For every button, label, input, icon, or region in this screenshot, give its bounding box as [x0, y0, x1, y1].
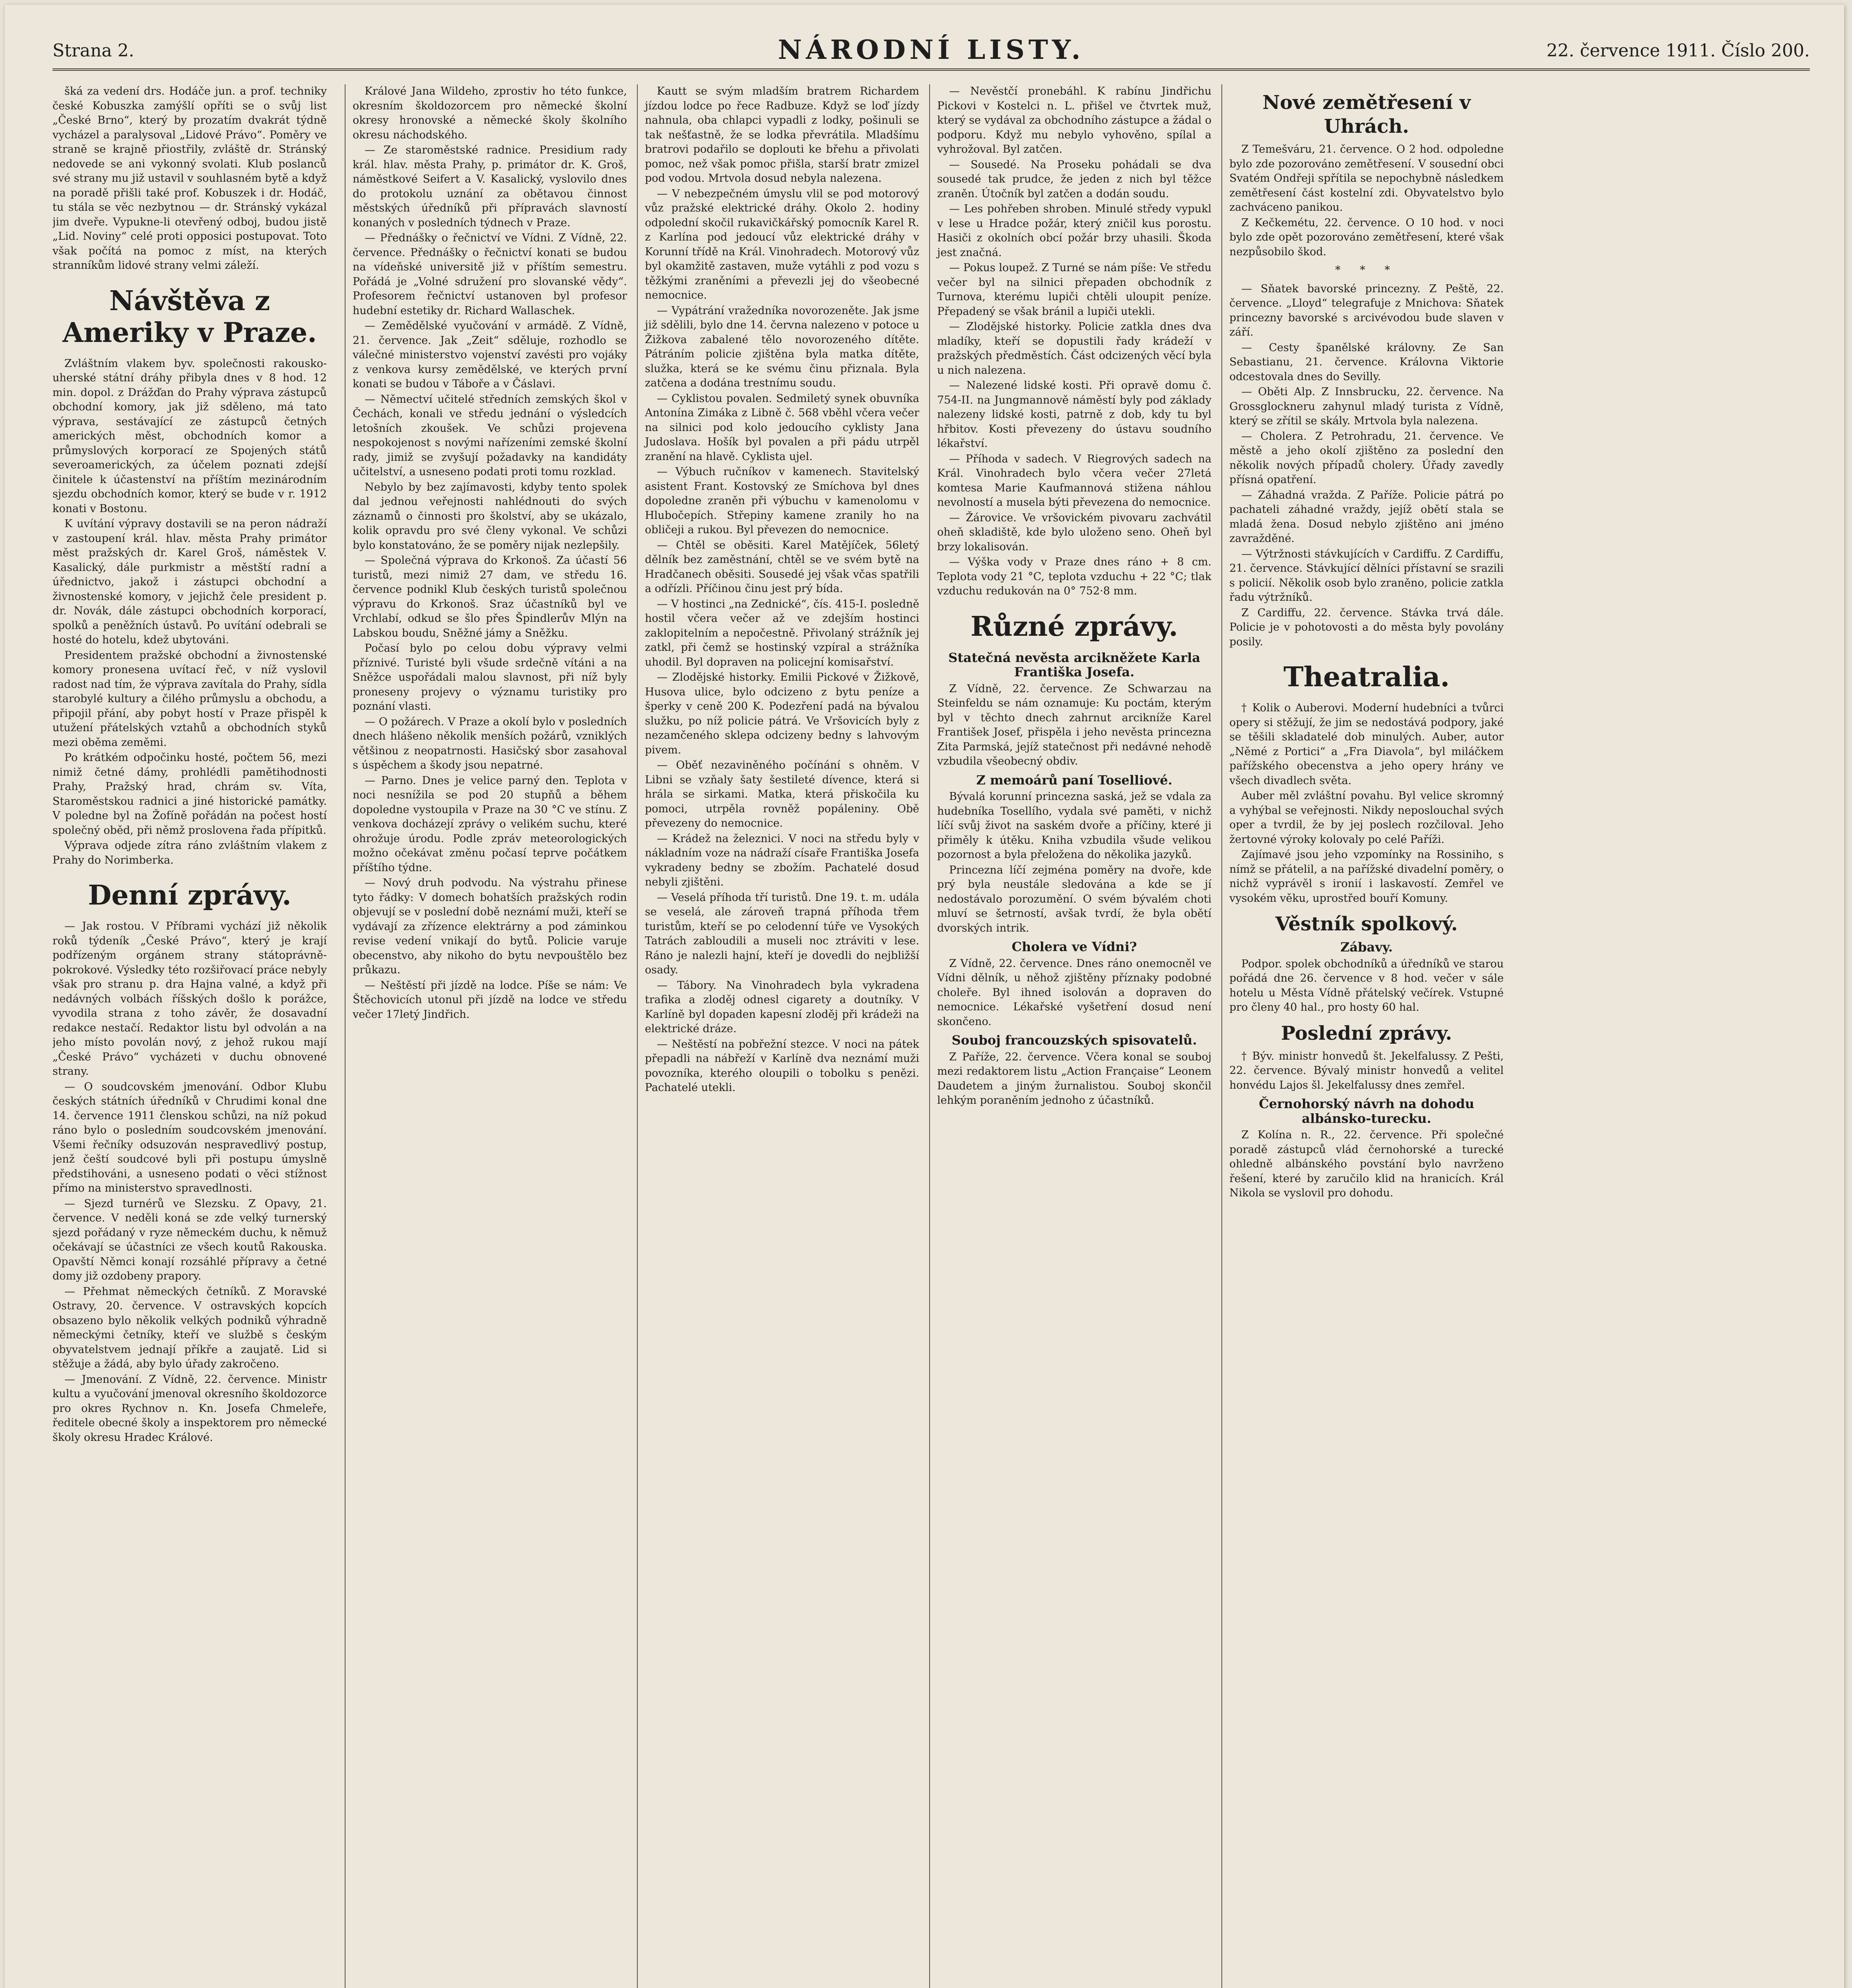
column-1	[52, 84, 327, 1988]
article-paragraph: † Býv. ministr honvedů št. Jekelfalussy. Z Pešti, 22. července. Bývalý ministr honvedů a velitel honvédu Lajos šl. Jekelfalussy dnes zemřel.	[1229, 1050, 1504, 1091]
column-5	[1221, 84, 1504, 1988]
article-paragraph: — Nalezené lidské kosti. Při opravě domu č. 754-II. na Jungmannově náměstí byly pod základy nalezeny lidské kosti, patrně z dob, kdy tu byl hřbitov. Kosti převezeny do ústavu soudního lékařství.	[937, 379, 1211, 450]
article-paragraph: Auber měl zvláštní povahu. Byl velice skromný a vyhýbal se veřejnosti. Nikdy neposlouchal svých oper a tvrdil, že by jej poslech rozčiloval. Jeho žertovné výroky kolovaly po celé Paříži.	[1229, 790, 1504, 846]
article-paragraph: — O požárech. V Praze a okolí bylo v posledních dnech hlášeno několik menších požárů, vzniklých většinou z neopatrnosti. Hasičský sbor zasahoval s úspěchem a škody jsou nepatrné.	[353, 715, 627, 771]
article-paragraph: — Zlodějské historky. Policie zatkla dnes dva mladíky, kteří se dopustili řady krádeží v pražských předměstích. Část odcizených věcí byla u nich nalezena.	[937, 320, 1211, 377]
article-paragraph: Z Vídně, 22. července. Dnes ráno onemocněl ve Vídni dělník, u něhož zjištěny příznaky podobné choleře. Byl ihned isolován a dopraven do nemocnice. Lékařské vyšetření dosud není skončeno.	[937, 957, 1211, 1028]
article-headline: Statečná nevěsta arcikněžete Karla Františka Josefa.	[948, 650, 1200, 679]
article-paragraph: — Jmenování. Z Vídně, 22. července. Ministr kultu a vyučování jmenoval okresního školdozorce pro okres Rychnov n. Kn. Josefa Chmeleře, ředitele obecné školy a inspektorem pro německé školy okresu Hradec Králové.	[52, 1373, 327, 1444]
article-paragraph: — Cyklistou povalen. Sedmiletý synek obuvníka Antonína Zimáka z Libně č. 568 vběhl včera večer na silnici pod kolo jedoucího cyklisty Jana Judoslava. Hošík byl povalen a při pádu utrpěl zranění na hlavě. Cyklista ujel.	[645, 392, 919, 463]
article-paragraph: — Přehmat německých četníků. Z Moravské Ostravy, 20. července. V ostravských kopcích obsazeno bylo několik velkých podniků výhradně německými četníky, kteří ve službě s českým obyvatelstvem jednají příkře a zaujatě. Lid si stěžuje a žádá, aby bylo úřady zakročeno.	[52, 1285, 327, 1370]
article-paragraph: Z Cardiffu, 22. července. Stávka trvá dále. Policie je v pohotovosti a do města byly povolány posily.	[1229, 606, 1504, 648]
article-paragraph: Z Temešváru, 21. července. O 2 hod. odpoledne bylo zde pozorováno zemětřesení. V sousední obci Svatém Ondřeji spřítila se nepochybně následkem zemětřesení část kostelní zdi. Obyvatelstvo bylo zachváceno panikou.	[1229, 143, 1504, 214]
article-paragraph: — Parno. Dnes je velice parný den. Teplota v noci nesnížila se pod 20 stupňů a během dopoledne vystoupila v Praze na 30 °C ve stínu. Z venkova docházejí zprávy o velikém suchu, které ohrožuje úrodu. Podle zpráv meteorologických možno očekávat změnu počasí teprve počátkem příštího týdne.	[353, 774, 627, 874]
article-paragraph: Zvláštním vlakem byv. společnosti rakousko-uherské státní dráhy přibyla dnes v 8 hod. 12 min. dopol. z Drážďan do Prahy výprava zástupců obchodní komory, jak již sděleno, má tato výprava, sestávající ze zástupců četných amerických měst, obchodních komor a průmyslových korporací ze Spojených států severoamerických, za účelem poznati zdejší činitele k účastenství na příštím mezinárodním sjezdu obchodních komor, který se bude v r. 1912 konati v Bostonu.	[52, 357, 327, 515]
article-paragraph: — Tábory. Na Vinohradech byla vykradena trafika a zloděj odnesl cigarety a doutníky. V Karlíně byl dopaden kapesní zloděj při krádeži na elektrické dráze.	[645, 979, 919, 1035]
section-heading: Nové zemětřesení v Uhrách.	[1262, 91, 1471, 138]
column-2	[345, 84, 627, 1988]
article-paragraph: Králové Jana Wildeho, zprostiv ho této funkce, okresním školdozorcem pro německé školní okresy hronovské a německé školy školního okresu náchodského.	[353, 85, 627, 141]
article-headline: Z memoárů paní Toselliové.	[976, 772, 1173, 788]
article-paragraph: Z Kečkemétu, 22. července. O 10 hod. v noci bylo zde opět pozorováno zemětřesení, které však nezpůsobilo škod.	[1229, 216, 1504, 258]
article-paragraph: Výprava odjede zítra ráno zvláštním vlakem z Prahy do Norimberka.	[52, 839, 327, 866]
article-paragraph: — Žárovice. Ve vršovickém pivovaru zachvátil oheň skladiště, kde bylo uloženo seno. Oheň byl brzy lokalisován.	[937, 511, 1211, 553]
article-paragraph: — Oběť nezaviněného počínání s ohněm. V Libni se vzňaly šaty šestileté dívence, která si hrála se sirkami. Matka, která přiskočila ku pomoci, utrpěla rovněž popáleniny. Obě převezeny do nemocnice.	[645, 759, 919, 829]
article-paragraph: — V nebezpečném úmyslu vlil se pod motorový vůz pražské elektrické dráhy. Okolo 2. hodiny odpolední skočil rukavičkářský pomocník Karel R. z Karlína pod jedoucí vůz elektrické dráhy v Korunní třídě na Král. Vinohradech. Motorový vůz byl okamžitě zastaven, muže vytáhli z pod vozu s těžkými zraněními a převezli jej do všeobecné nemocnice.	[645, 187, 919, 301]
article-paragraph: — Sňatek bavorské princezny. Z Peště, 22. července. „Lloyd“ telegrafuje z Mnichova: Sňatek princezny bavorské s arcivévodou bude slaven v září.	[1229, 282, 1504, 338]
section-heading: Poslední zprávy.	[1281, 1022, 1452, 1044]
newspaper-page	[5, 5, 1844, 1988]
article-paragraph: K uvítání výpravy dostavili se na peron nádraží v zastoupení král. hlav. města Prahy primátor měst pražských dr. Karel Groš, náměstek V. Kasalický, dále purkmistr a městští radní a úřednictvo, jakož i zástupci obchodní a živnostenské komory, v jejichž čele president p. dr. Novák, dále zástupci obchodních korporací, spolků a peněžních ústavů. Po uvítání odebrali se hosté do hotelu, kdež ubytováni.	[52, 518, 327, 646]
article-paragraph: — Ze staroměstské radnice. Presidium rady král. hlav. města Prahy, p. primátor dr. K. Groš, náměstkové Seifert a V. Kasalický, vyslovilo dnes do protokolu uznání za obětavou činnost městských úředníků při přípravách slavností konaných v posledních týdnech v Praze.	[353, 144, 627, 229]
column-4	[929, 84, 1211, 1988]
article-paragraph: — Společná výprava do Krkonoš. Za účastí 56 turistů, mezi nimiž 27 dam, ve středu 16. července podnikl Klub českých turistů společnou výpravu do Krkonoš. Sraz účastníků byl ve Vrchlabí, odkud se šlo přes Špindlerův Mlýn na Labskou boudu, Sněžné jámy a Sněžku.	[353, 554, 627, 639]
article-paragraph: — Veselá příhoda tří turistů. Dne 19. t. m. udála se veselá, ale zároveň trapná příhoda třem turistům, kteří se po celodenní túře ve Vysokých Tatrách zabloudili a museli noc ztráviti v lese. Ráno je nalezli hajní, kteří je dovedli do nejbližší osady.	[645, 891, 919, 976]
page-number: Strana 2.	[52, 41, 134, 61]
article-paragraph: — V hostinci „na Zednické“, čís. 415-I. posledně hostil včera večer až ve zdejším hostinci zaklopitelním a nepočestně. Přivolaný strážník jej zatkl, při čemž se hostinský vzpíral a strážníka uhodil. Byl dopraven na policejní komisařství.	[645, 598, 919, 668]
article-paragraph: — Výtržnosti stávkujících v Cardiffu. Z Cardiffu, 21. července. Stávkující dělníci přístavní se srazili s policií. Několik osob bylo zraněno, policie zatkla řadu výtržníků.	[1229, 547, 1504, 604]
article-paragraph: Z Paříže, 22. července. Včera konal se souboj mezi redaktorem listu „Action Française“ Leonem Daudetem a jiným žurnalistou. Souboj skončil lehkým poraněním jednoho z účastníků.	[937, 1050, 1211, 1107]
article-paragraph: — Němectví učitelé středních zemských škol v Čechách, konali ve středu jednání o výsledcích letošních zkoušek. Ve schůzi projevena nespokojenost s novými nařízeními zemské školní rady, jimiž se zvyšují požadavky na kandidáty učitelství, a usneseno podati proti tomu rozklad.	[353, 393, 627, 478]
article-paragraph: — Sjezd turnérů ve Slezsku. Z Opavy, 21. července. V neděli koná se zde velký turnerský sjezd pořádaný v ryze německém duchu, k němuž očekávají se účastníci ze všech koutů Rakouska. Opavští Němci konají rozsáhlé přípravy a četné domy již ozdobeny prapory.	[52, 1197, 327, 1282]
article-paragraph: Presidentem pražské obchodní a živnostenské komory pronesena uvítací řeč, v níž vyslovil radost nad tím, že výprava zavítala do Prahy, sídla starobylé kultury a čilého průmyslu a obchodu, a připojil přání, aby pobyt hostí v Praze přispěl k utužení přátelských vztahů a obchodních styků mezi oběma zeměmi.	[52, 649, 327, 749]
article-paragraph: — Cholera. Z Petrohradu, 21. července. Ve městě a jeho okolí zjištěno za poslední den několik nových případů cholery. Úřady zavedly přísná opatření.	[1229, 430, 1504, 486]
newspaper-title: NÁRODNÍ LISTY.	[778, 34, 1085, 65]
article-paragraph: — Neštěstí na pobřežní stezce. V noci na pátek přepadli na nábřeží v Karlíně dva neznámí muži povozníka, kterého oloupili o tobolku s penězi. Pachatelé utekli.	[645, 1038, 919, 1094]
article-paragraph: — Nevěstčí pronebáhl. K rabínu Jindřichu Pickovi v Kostelci n. L. přišel ve čtvrtek muž, který se vydával za obchodního zástupce a žádal o podporu. Když mu nebylo vyhověno, spílal a vyhrožoval. Byl zatčen.	[937, 85, 1211, 155]
article-headline: Zábavy.	[1340, 940, 1393, 955]
article-paragraph: šká za vedení drs. Hodáče jun. a prof. techniky české Kobuszka zamýšlí opříti se o svůj list „České Brno“, který by prozatím dvakrát týdně vycházel a paralysoval „Lidové Právo“. Poměry ve straně se krajně přiostřily, zvláště dr. Stránský nedovede se ani vykonný svolati. Klub poslanců své strany mu již ustavil v souhlasném bytě a když na poradě přišli také prof. Kobuszek i dr. Hodáč, tu stála se věc nezbytnou — dr. Stránský vykázal jim dveře. Vypukne-li otevřený odboj, budou jistě „Lid. Noviny“ celé proti opposici postupovat. Toto však počítá na pomoc z míst, na kterých stranníkům lidové strany velmi záleží.	[52, 85, 327, 272]
article-paragraph: — Jak rostou. V Příbrami vychází již několik roků týdeník „České Právo“, který je krají podřízeným orgánem strany státoprávně-pokrokové. Výsledky této rozšiřovací práce nebyly však pro stranu p. dra Hajna valné, a když při nedávných volbách říšských došlo k porážce, vyvodila strana z toho závěr, že dosavadní redakce nestačí. Redaktor listu byl odvolán a na jeho místo povolán nový, z jehož rukou mají „České Právo“ vycházeti v duchu obnovené strany.	[52, 920, 327, 1077]
article-paragraph: — Zemědělské vyučování v armádě. Z Vídně, 21. července. Jak „Zeit“ sděluje, rozhodlo se válečné ministerstvo vojenství zavésti pro vojáky z venkova kursy zemědělské, ve kterých první konati se budou v Táboře a v Čáslavi.	[353, 320, 627, 390]
article-paragraph: Z Kolína n. R., 22. července. Při společné poradě zástupců vlád černohorské a turecké ohledně albánského povstání bylo navrženo řešení, které by zaručilo klid na hranicích. Král Nikola se vyslovil pro dohodu.	[1229, 1129, 1504, 1199]
article-paragraph: Z Vídně, 22. července. Ze Schwarzau na Steinfeldu se nám oznamuje: Ku poctám, kterým byl v těchto dnech zahrnut arcikníže Karel František Josef, přispěla i jeho nevěsta princezna Zita Parmská, jejíž statečnost při nedávné nehodě vzbudila všeobecný obdiv.	[937, 682, 1211, 767]
article-paragraph: — Les pohřeben shroben. Minulé středy vypukl v lese u Hradce požár, který zničil kus porostu. Hasiči z okolních obcí požár brzy uhasili. Škoda jest značná.	[937, 203, 1211, 259]
masthead	[52, 33, 1810, 71]
article-paragraph: — Výbuch ručníkov v kamenech. Stavitelský asistent Frant. Kostovský ze Smíchova byl dnes dopoledne zraněn při výbuchu v kamenolomu v Hlubočepích. Střepiny kamene zranily ho na obličeji a rukou. Byl převezen do nemocnice.	[645, 466, 919, 536]
article-paragraph: — Zlodějské historky. Emilii Pickové v Žižkově, Husova ulice, bylo odcizeno z bytu peníze a šperky v ceně 200 K. Podezření padá na bývalou služku, po níž policie pátrá. Ve Vršovicích byly z nezamčeného sklepa odcizeny bedny s lahvovým pivem.	[645, 671, 919, 756]
article-paragraph: — Záhadná vražda. Z Paříže. Policie pátrá po pachateli záhadné vraždy, jejíž obětí stala se mladá žena. Dosud nebylo zjištěno ani jméno zavražděné.	[1229, 489, 1504, 545]
article-paragraph: — Příhoda v sadech. V Riegrových sadech na Král. Vinohradech bylo včera večer 27letá komtesa Marie Kaufmannová stižena náhlou nevolností a musela býti převezena do nemocnice.	[937, 452, 1211, 509]
section-heading: Theatralia.	[1283, 661, 1450, 693]
article-paragraph: — Krádež na železnici. V noci na středu byly v nákladním voze na nádraží císaře Františka Josefa vykradeny bedny se zbožím. Pachatelé dosud nebyli zjištěni.	[645, 832, 919, 888]
section-heading: Věstník spolkový.	[1275, 913, 1458, 935]
article-headline: Souboj francouzských spisovatelů.	[951, 1033, 1197, 1048]
article-paragraph: — O soudcovském jmenování. Odbor Klubu českých státních úředníků v Chrudimi konal dne 14. července 1911 členskou schůzi, na níž pokud ráno bylo o posledním soudcovském jmenování. Všemi řečníky odsuzován nespravedlivý postup, jenž čeští soudcové byli při postupu úmyslně předstihováni, a usneseno podati o věci stížnost přímo na ministerstvo spravedlnosti.	[52, 1080, 327, 1194]
issue-date: 22. července 1911. Číslo 200.	[1546, 41, 1810, 61]
separator: * * *	[1335, 264, 1398, 276]
section-heading: Návštěva z Ameriky v Praze.	[62, 285, 317, 349]
article-paragraph: Zajímavé jsou jeho vzpomínky na Rossiniho, s nímž se přátelil, a na pařížské divadelní poměry, o nichž vyprávěl s ironií i laskavostí. Zemřel ve vysokém věku, uprostřed bouří Komuny.	[1229, 848, 1504, 905]
article-paragraph: Podpor. spolek obchodníků a úředníků ve starou pořádá dne 26. července v 8 hod. večer v sále hotelu u Města Vídně přátelský večírek. Vstupné pro členy 40 hal., pro hosty 60 hal.	[1229, 957, 1504, 1013]
article-paragraph: — Chtěl se oběsiti. Karel Matějíček, 56letý dělník bez zaměstnání, chtěl se ve svém bytě na Hradčanech oběsiti. Sousedé jej však včas spatřili a odřízli. Příčinou činu jest prý bída.	[645, 539, 919, 595]
section-heading: Různé zprávy.	[971, 610, 1178, 643]
article-paragraph: — Cesty španělské královny. Ze San Sebastianu, 21. července. Královna Viktorie odcestovala dnes do Sevilly.	[1229, 341, 1504, 383]
column-3	[637, 84, 919, 1988]
article-paragraph: Kautt se svým mladším bratrem Richardem jízdou lodce po řece Radbuze. Když se loď jízdy nahnula, oba chlapci vypadli z lodky, pošinuli se tak nešťastně, že se lodka převrátila. Mladšímu bratrovi podařilo se doplouti ke břehu a přivolati pomoc, než však pomoc přišla, starší bratr zmizel pod vodou. Mrtvola dosud nebyla nalezena.	[645, 85, 919, 184]
article-paragraph: † Kolik o Auberovi. Moderní hudebníci a tvůrci opery si stěžují, že jim se nedostává podpory, jaké se těšili skladatelé dob minulých. Auber, autor „Němé z Portici“ a „Fra Diavola“, byl miláčkem pařížského obecenstva a jeho opery hrány ve všech divadlech světa.	[1229, 702, 1504, 787]
article-paragraph: — Oběti Alp. Z Innsbrucku, 22. července. Na Grossglockneru zahynul mladý turista z Vídně, který se zřítil se skály. Mrtvola byla nalezena.	[1229, 386, 1504, 427]
article-headline: Černohorský návrh na dohodu albánsko-turecku.	[1259, 1096, 1474, 1126]
article-paragraph: — Neštěstí při jízdě na lodce. Píše se nám: Ve Štěchovicích utonul při jízdě na lodce ve středu večer 17letý Jindřich.	[353, 979, 627, 1021]
article-paragraph: Po krátkém odpočinku hosté, počtem 56, mezi nimiž četné dámy, prohlédli pamětihodnosti Prahy, Pražský hrad, chrám sv. Víta, Staroměstskou radnici a jiné historické památky. V poledne byl na Žofíně pořádán na počest hostí společný oběd, při němž proslovena řada přípitků.	[52, 751, 327, 837]
section-heading: Denní zprávy.	[88, 879, 291, 911]
article-paragraph: Nebylo by bez zajímavosti, kdyby tento spolek dal jednou veřejnosti nahlédnouti do svých záznamů o činnosti pro školství, aby se ukázalo, kolik opravdu pro své členy vykonal. Ve schůzi bylo konstatováno, že se poměry nijak nezlepšily.	[353, 481, 627, 551]
article-paragraph: — Výška vody v Praze dnes ráno + 8 cm. Teplota vody 21 °C, teplota vzduchu + 22 °C; tlak vzduchu redukován na 0° 752·8 mm.	[937, 556, 1211, 597]
article-headline: Cholera ve Vídni?	[1011, 939, 1137, 954]
article-paragraph: — Sousedé. Na Proseku pohádali se dva sousedé tak prudce, že jeden z nich byl těžce zraněn. Útočník byl zatčen a dodán soudu.	[937, 158, 1211, 200]
article-paragraph: Počasí bylo po celou dobu výpravy velmi příznivé. Turisté byli všude srdečně vítáni a na Sněžce uspořádali malou slavnost, při níž byly proneseny projevy o významu turistiky pro poznání vlasti.	[353, 642, 627, 712]
article-paragraph: — Pokus loupež. Z Turné se nám píše: Ve středu večer byl na silnici přepaden obchodník z Turnova, kterému lupiči chtěli uloupit peníze. Přepadený se však bránil a lupiči utekli.	[937, 262, 1211, 318]
article-paragraph: — Vypátrání vražedníka novorozeněte. Jak jsme již sdělili, bylo dne 14. června nalezeno v potoce u Žižkova zabalené tělo novorozeného dítěte. Pátráním policie zjištěna byla matka dítěte, služka, která se ke svému činu přiznala. Byla zatčena a dodána trestnímu soudu.	[645, 304, 919, 389]
article-paragraph: Princezna líčí zejména poměry na dvoře, kde prý byla neustále sledována a kde se jí nedostávalo porozumění. O svém bývalém choti mluví se šetrností, avšak tvrdí, že byla obětí dvorských intrik.	[937, 864, 1211, 934]
article-paragraph: — Nový druh podvodu. Na výstrahu přinese tyto řádky: V domech bohatších pražských rodin objevují se v poslední době neznámí muži, kteří se vydávají za zřízence elektrárny a pod záminkou revise vedení vnikají do bytů. Policie varuje obecenstvo, aby nikoho do bytu nevpouštělo bez průkazu.	[353, 877, 627, 976]
article-paragraph: Bývalá korunní princezna saská, jež se vdala za hudebníka Tosellího, vydala své paměti, v nichž líčí svůj život na saském dvoře a příčiny, které ji přiměly k útěku. Kniha vzbudila všude velikou pozornost a byla přeložena do několika jazyků.	[937, 790, 1211, 861]
article-paragraph: — Přednášky o řečnictví ve Vídni. Z Vídně, 22. července. Přednášky o řečnictví konati se budou na vídeňské universitě již v příštím semestru. Pořádá je „Volné sdružení pro slovanské vědy“. Profesorem řečnictví ustanoven byl profesor hudební estetiky dr. Richard Wallaschek.	[353, 232, 627, 317]
